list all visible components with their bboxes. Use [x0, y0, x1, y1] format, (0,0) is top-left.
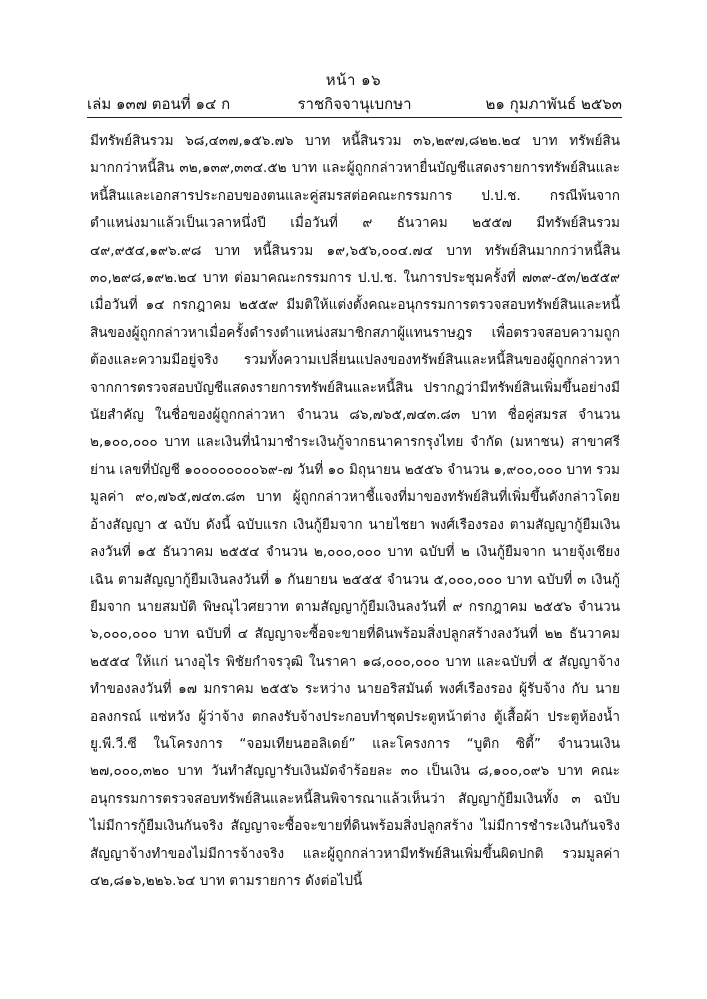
publication-date: ๒๑ กุมภาพันธ์ ๒๕๖๓ — [485, 95, 622, 113]
publication-title: ราชกิจจานุเบกษา — [297, 95, 412, 113]
gazette-header — [87, 92, 622, 114]
page-number: หน้า ๑๖ — [325, 71, 382, 89]
body-paragraph: มีทรัพย์สินรวม ๖๘,๔๓๗,๑๕๖.๗๖ บาท หนี้สินรวม ๓๖,๒๙๗,๘๒๒.๒๔ บาท ทรัพย์สินมากกว่าหนี้สิน ๓๒,๑๓๙,๓๓๔.๕๒ บาท และผู้ถูกกล่าวหายื่นบัญชีแสดงรายการทรัพย์สินและหนี้สินและเอกสารประกอบของตนและคู่สมรสต่อคณะกรรมการ ป.ป.ช. กรณีพ้นจากตำแหน่งมาแล้วเป็นเวลาหนึ่งปี เมื่อวันที่ ๙ ธันวาคม ๒๕๕๗ มีทรัพย์สินรวม ๔๙,๙๕๔,๑๙๖.๙๘ บาท หนี้สินรวม ๑๙,๖๕๖,๐๐๔.๗๔ บาท ทรัพย์สินมากกว่าหนี้สิน ๓๐,๒๙๘,๑๙๒.๒๔ บาท ต่อมาคณะกรรมการ ป.ป.ช. ในการประชุมครั้งที่ ๗๓๙-๕๓/๒๕๕๙ เมื่อวันที่ ๑๔ กรกฎาคม ๒๕๕๙ มีมติให้แต่งตั้งคณะอนุกรรมการตรวจสอบทรัพย์สินและหนี้สินของผู้ถูกกล่าวหาเมื่อครั้งดำรงตำแหน่งสมาชิกสภาผู้แทนราษฎร เพื่อตรวจสอบความถูกต้องและความมีอยู่จริง รวมทั้งความเปลี่ยนแปลงของทรัพย์สินและหนี้สินของผู้ถูกกล่าวหา จากการตรวจสอบบัญชีแสดงรายการทรัพย์สินและหนี้สิน ปรากฏว่ามีทรัพย์สินเพิ่มขึ้นอย่างมีนัยสำคัญ ในชื่อของผู้ถูกกล่าวหา จำนวน ๘๖,๗๖๕,๗๔๓.๘๓ บาท ชื่อคู่สมรส จำนวน ๒,๑๐๐,๐๐๐ บาท และเงินที่นำมาชำระเงินกู้จากธนาคารกรุงไทย จำกัด (มหาชน) สาขาศรีย่าน เลขที่บัญชี ๑๐๐๐๐๐๐๐๐๖๙-๗ วันที่ ๑๐ มิถุนายน ๒๕๕๖ จำนวน ๑,๙๐๐,๐๐๐ บาท รวมมูลค่า ๙๐,๗๖๕,๗๔๓.๘๓ บาท ผู้ถูกกล่าวหาชี้แจงที่มาของทรัพย์สินที่เพิ่มขึ้นดังกล่าวโดยอ้างสัญญา ๕ ฉบับ ดังนี้ ฉบับแรก เงินกู้ยืมจาก นายไชยา พงศ์เรืองรอง ตามสัญญากู้ยืมเงินลงวันที่ ๑๕ ธันวาคม ๒๕๕๔ จำนวน ๒,๐๐๐,๐๐๐ บาท ฉบับที่ ๒ เงินกู้ยืมจาก นายจุ้งเชียง เฉิน ตามสัญญากู้ยืมเงินลงวันที่ ๑ กันยายน ๒๕๕๕ จำนวน ๕,๐๐๐,๐๐๐ บาท ฉบับที่ ๓ เงินกู้ยืมจาก นายสมบัติ พิษณุไวศยวาท ตามสัญญากู้ยืมเงินลงวันที่ ๙ กรกฎาคม ๒๕๕๖ จำนวน ๖,๐๐๐,๐๐๐ บาท ฉบับที่ ๔ สัญญาจะซื้อจะขายที่ดินพร้อมสิ่งปลูกสร้างลงวันที่ ๒๒ ธันวาคม ๒๕๕๔ ให้แก่ นางอุไร พิชัยกำจรวุฒิ ในราคา ๑๘,๐๐๐,๐๐๐ บาท และฉบับที่ ๕ สัญญาจ้างทำของลงวันที่ ๑๗ มกราคม ๒๕๕๖ ระหว่าง นายอริสมันต์ พงศ์เรืองรอง ผู้รับจ้าง กับ นายอลงกรณ์ แซ่หวัง ผู้ว่าจ้าง ตกลงรับจ้างประกอบทำชุดประตูหน้าต่าง ตู้เสื้อผ้า ประตูห้องน้ำ ยู.พี.วี.ซี ในโครงการ “จอมเทียนฮอลิเดย์” และโครงการ “บูติก ซิตี้” จำนวนเงิน ๒๗,๐๐๐,๓๒๐ บาท วันทำสัญญารับเงินมัดจำร้อยละ ๓๐ เป็นเงิน ๘,๑๐๐,๐๙๖ บาท คณะอนุกรรมการตรวจสอบทรัพย์สินและหนี้สินพิจารณาแล้วเห็นว่า สัญญากู้ยืมเงินทั้ง ๓ ฉบับ ไม่มีการกู้ยืมเงินกันจริง สัญญาจะซื้อจะขายที่ดินพร้อมสิ่งปลูกสร้าง ไม่มีการชำระเงินกันจริง สัญญาจ้างทำของไม่มีการจ้างจริง และผู้ถูกกล่าวหามีทรัพย์สินเพิ่มขึ้นผิดปกติ รวมมูลค่า ๔๒,๘๑๖,๒๒๖.๖๔ บาท ตามรายการ ดังต่อไปนี้ — [90, 133, 620, 889]
volume-section-label: เล่ม ๑๓๗ ตอนที่ ๑๔ ก — [87, 95, 231, 113]
header-divider — [87, 117, 622, 118]
